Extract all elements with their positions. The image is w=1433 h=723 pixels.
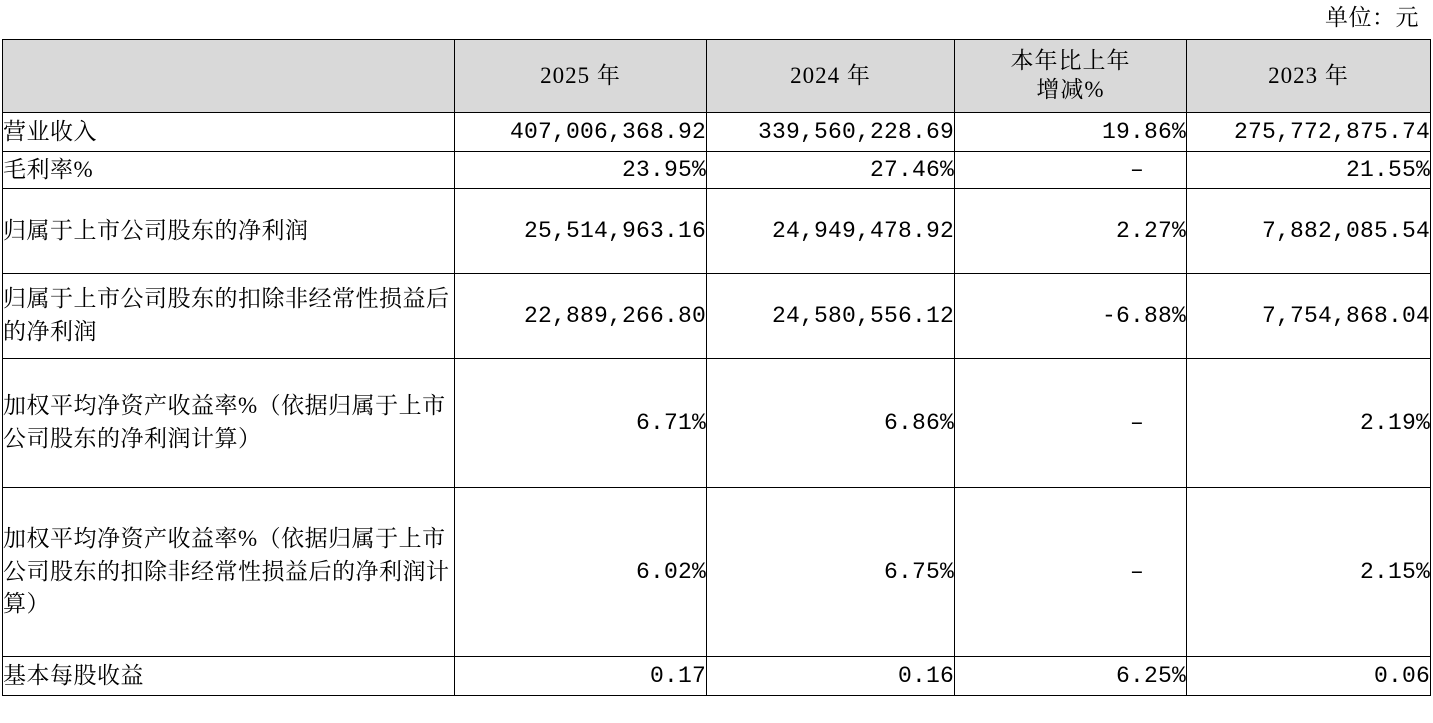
row-label: 加权平均净资产收益率%（依据归属于上市公司股东的净利润计算） bbox=[3, 359, 455, 488]
cell-2024: 6.86% bbox=[707, 359, 955, 488]
cell-2025: 407,006,368.92 bbox=[455, 113, 707, 152]
cell-change: 2.27% bbox=[955, 189, 1187, 274]
cell-2024: 24,580,556.12 bbox=[707, 274, 955, 359]
cell-2024: 0.16 bbox=[707, 657, 955, 696]
table-row bbox=[3, 152, 1431, 189]
row-label: 归属于上市公司股东的净利润 bbox=[3, 189, 455, 274]
cell-change: -6.88% bbox=[955, 274, 1187, 359]
header-cell-2024: 2024 年 bbox=[707, 40, 955, 113]
table-body bbox=[3, 113, 1431, 696]
row-label: 加权平均净资产收益率%（依据归属于上市公司股东的扣除非经常性损益后的净利润计算） bbox=[3, 488, 455, 657]
cell-2023: 275,772,875.74 bbox=[1187, 113, 1431, 152]
table-row bbox=[3, 657, 1431, 696]
header-change-line1: 本年比上年 bbox=[1010, 48, 1131, 74]
cell-2025: 25,514,963.16 bbox=[455, 189, 707, 274]
header-cell-blank bbox=[3, 40, 455, 113]
row-label: 基本每股收益 bbox=[3, 657, 455, 696]
table-row bbox=[3, 189, 1431, 274]
header-change-line2: 增减% bbox=[1036, 77, 1105, 102]
table-row bbox=[3, 274, 1431, 359]
table-header bbox=[3, 40, 1431, 113]
header-row bbox=[3, 40, 1431, 113]
header-cell-change bbox=[955, 40, 1187, 113]
row-label: 毛利率% bbox=[3, 152, 455, 189]
header-cell-2025: 2025 年 bbox=[455, 40, 707, 113]
cell-2025: 22,889,266.80 bbox=[455, 274, 707, 359]
cell-change: 6.25% bbox=[955, 657, 1187, 696]
table-row bbox=[3, 488, 1431, 657]
cell-change: – bbox=[955, 488, 1187, 657]
cell-2025: 23.95% bbox=[455, 152, 707, 189]
cell-2023: 7,754,868.04 bbox=[1187, 274, 1431, 359]
cell-2024: 24,949,478.92 bbox=[707, 189, 955, 274]
cell-change: 19.86% bbox=[955, 113, 1187, 152]
cell-2024: 6.75% bbox=[707, 488, 955, 657]
cell-change: – bbox=[955, 152, 1187, 189]
cell-2023: 0.06 bbox=[1187, 657, 1431, 696]
cell-2023: 7,882,085.54 bbox=[1187, 189, 1431, 274]
cell-2024: 27.46% bbox=[707, 152, 955, 189]
cell-2023: 21.55% bbox=[1187, 152, 1431, 189]
cell-2025: 0.17 bbox=[455, 657, 707, 696]
cell-2025: 6.02% bbox=[455, 488, 707, 657]
cell-2025: 6.71% bbox=[455, 359, 707, 488]
cell-2023: 2.15% bbox=[1187, 488, 1431, 657]
cell-2024: 339,560,228.69 bbox=[707, 113, 955, 152]
table-row bbox=[3, 113, 1431, 152]
cell-change: – bbox=[955, 359, 1187, 488]
row-label: 营业收入 bbox=[3, 113, 455, 152]
header-cell-2023: 2023 年 bbox=[1187, 40, 1431, 113]
unit-note: 单位：元 bbox=[1325, 5, 1419, 30]
table-row bbox=[3, 359, 1431, 488]
row-label: 归属于上市公司股东的扣除非经常性损益后的净利润 bbox=[3, 274, 455, 359]
financial-summary-table bbox=[2, 39, 1431, 696]
cell-2023: 2.19% bbox=[1187, 359, 1431, 488]
